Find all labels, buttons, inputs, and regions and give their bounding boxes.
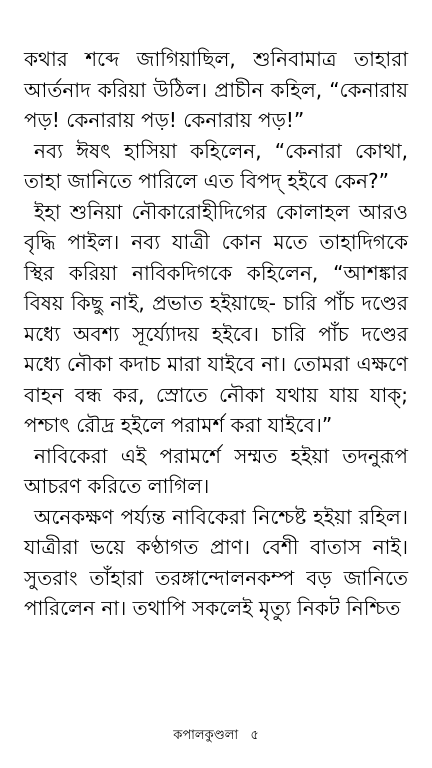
paragraph-5: অনেকক্ষণ পর্য্যন্ত নাবিকেরা নিশ্চেষ্ট হইয়া রহিল। যাত্রীরা ভয়ে কণ্ঠাগত প্রাণ। বেশী বাতাস নাই। সুতরাং তাঁহারা তরঙ্গান্দোলনকম্প বড় জানিতে পারিলেন না। তথাপি সকলেই মৃত্যু নিকট নিশ্চিত	[24, 504, 408, 620]
page-footer	[0, 727, 432, 745]
paragraph-2: নব্য ঈষৎ হাসিয়া কহিলেন, “কেনারা কোথা, তাহা জানিতে পারিলে এত বিপদ্ হইবে কেন?”	[24, 138, 408, 193]
body-text	[24, 44, 408, 624]
book-title: কপালকুণ্ডলা	[173, 728, 239, 743]
page-number: ৫	[250, 728, 259, 743]
paragraph-4: নাবিকেরা এই পরামর্শে সম্মত হইয়া তদনুরূপ আচরণ করিতে লাগিল।	[24, 443, 408, 498]
paragraph-1: কথার শব্দে জাগিয়াছিল, শুনিবামাত্র তাহারা আর্তনাদ করিয়া উঠিল। প্রাচীন কহিল, “কেনারায় পড়! কেনারায় পড়! কেনারায় পড়!”	[24, 47, 408, 132]
paragraph-3: ইহা শুনিয়া নৌকারোহীদিগের কোলাহল আরও বৃদ্ধি পাইল। নব্য যাত্রী কোন মতে তাহাদিগকে স্থির করিয়া নাবিকদিগকে কহিলেন, “আশঙ্কার বিষয় কিছু নাই, প্রভাত হইয়াছে- চারি পাঁচ দণ্ডের মধ্যে অবশ্য সূর্য্যোদয় হইবে। চারি পাঁচ দণ্ডের মধ্যে নৌকা কদাচ মারা যাইবে না। তোমরা এক্ষণে বাহন বন্ধ কর, স্রোতে নৌকা যথায় যায় যাক্; পশ্চাৎ রৌদ্র হইলে পরামর্শ করা যাইবে।”	[24, 199, 408, 437]
